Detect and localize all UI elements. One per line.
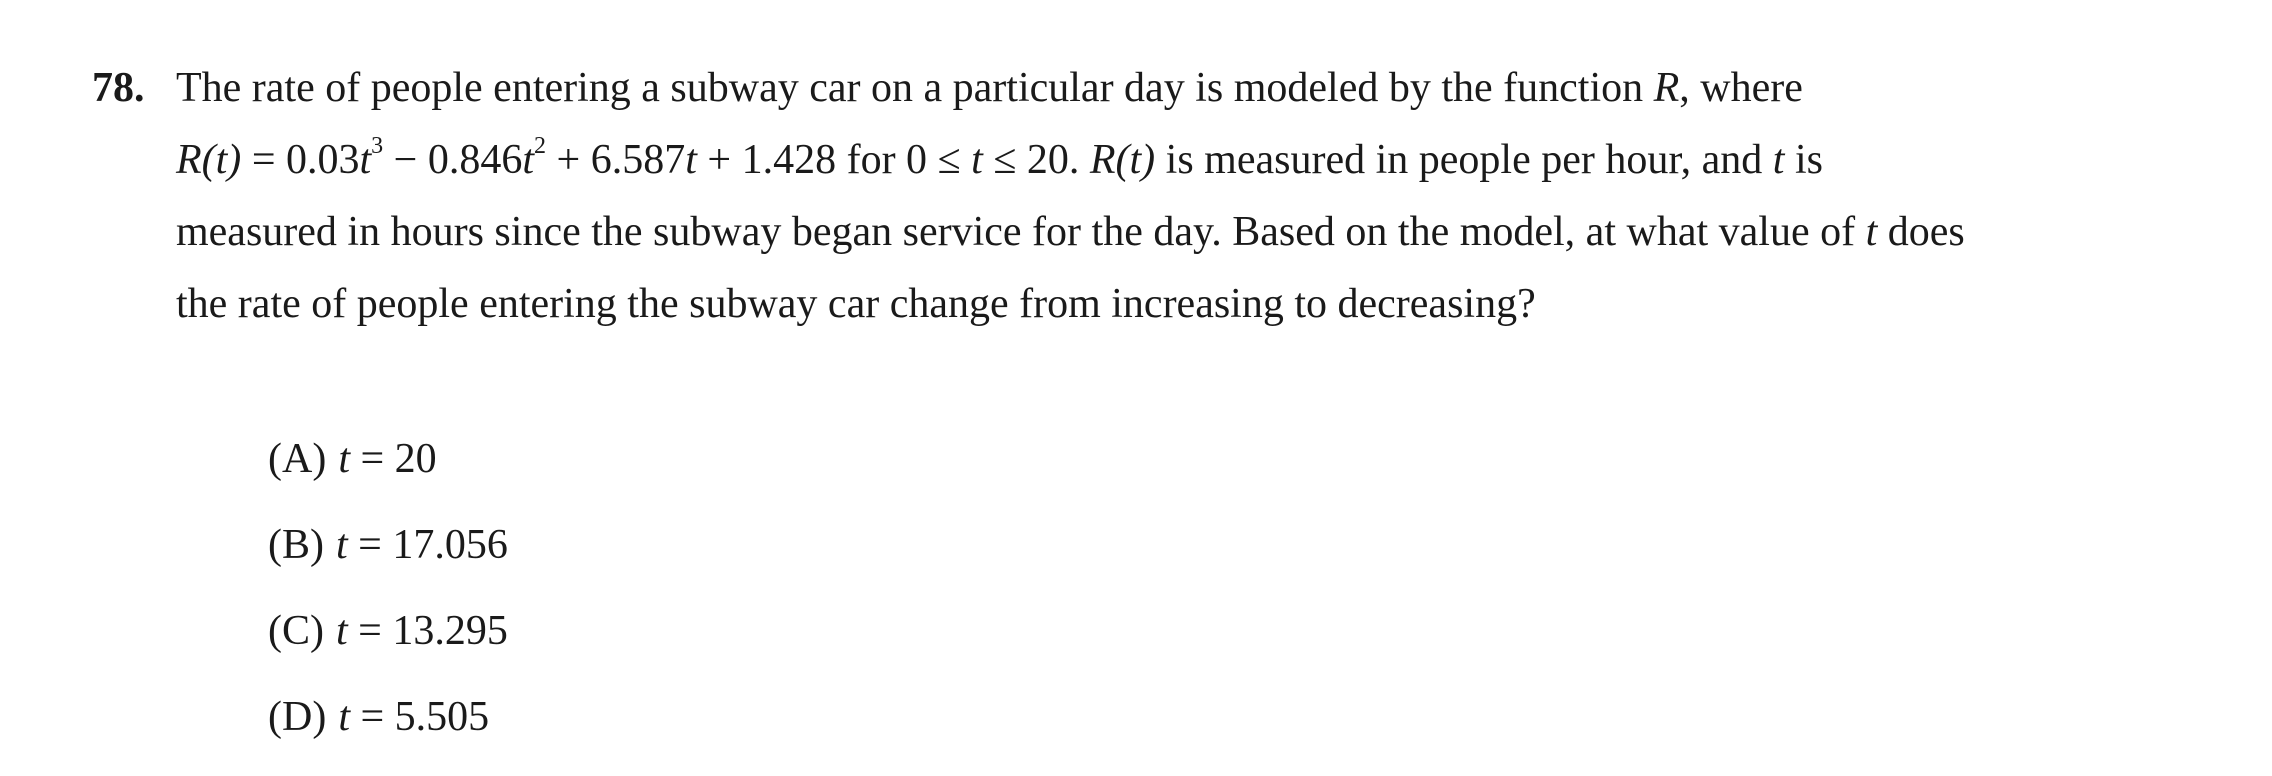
- variable-t: t: [1772, 137, 1785, 183]
- stem-text: , where: [1679, 65, 1803, 111]
- variable-t: t: [971, 137, 983, 183]
- stem-text: is: [1784, 137, 1823, 183]
- variable-t: t: [359, 137, 372, 183]
- choice-label: (D): [268, 694, 327, 740]
- equation-text: ≤ 20.: [982, 137, 1090, 183]
- choice-value: = 17.056: [347, 522, 508, 568]
- variable-t: t: [338, 436, 350, 482]
- stem-line-4: the rate of people entering the subway car change from increasing to decreasing?: [176, 281, 1536, 327]
- stem-text: does: [1877, 209, 1965, 255]
- equation-text: + 1.428 for 0 ≤: [696, 137, 972, 183]
- choice-label: (B): [268, 522, 324, 568]
- variable-t: t: [522, 137, 535, 183]
- choice-value: = 20: [349, 436, 437, 482]
- equation-text: − 0.846: [383, 137, 523, 183]
- exponent: 2: [534, 133, 547, 159]
- equation-text: + 6.587: [546, 137, 686, 183]
- choice-c[interactable]: [268, 588, 508, 674]
- choice-a[interactable]: [268, 416, 508, 502]
- variable-t: t: [1865, 209, 1878, 255]
- stem-text: measured in hours since the subway began service for the day. Based on the model, at what value of: [176, 209, 1866, 255]
- exponent: 3: [371, 133, 384, 159]
- choice-value: = 13.295: [347, 608, 508, 654]
- function-arg: (t): [201, 137, 242, 183]
- choice-value: = 5.505: [349, 694, 490, 740]
- stem-text: The rate of people entering a subway car on a particular day is modeled by the function: [176, 65, 1654, 111]
- answer-choices: [268, 416, 508, 760]
- variable-t: t: [336, 608, 348, 654]
- function-arg: (t): [1115, 137, 1156, 183]
- variable-t: t: [685, 137, 697, 183]
- stem-text: is measured in people per hour, and: [1155, 137, 1773, 183]
- choice-label: (A): [268, 436, 327, 482]
- choice-label: (C): [268, 608, 324, 654]
- stem-line-2: [176, 124, 2256, 196]
- function-R: R: [1089, 137, 1116, 183]
- variable-R: R: [1653, 65, 1680, 111]
- function-R: R: [176, 137, 202, 183]
- choice-b[interactable]: [268, 502, 508, 588]
- choice-d[interactable]: [268, 674, 508, 760]
- stem-line-3: [176, 196, 2256, 268]
- equation-text: = 0.03: [241, 137, 360, 183]
- problem-number: 78.: [92, 65, 145, 111]
- variable-t: t: [338, 694, 350, 740]
- question-stem: [176, 52, 2256, 340]
- stem-line-1: [176, 52, 2256, 124]
- variable-t: t: [336, 522, 348, 568]
